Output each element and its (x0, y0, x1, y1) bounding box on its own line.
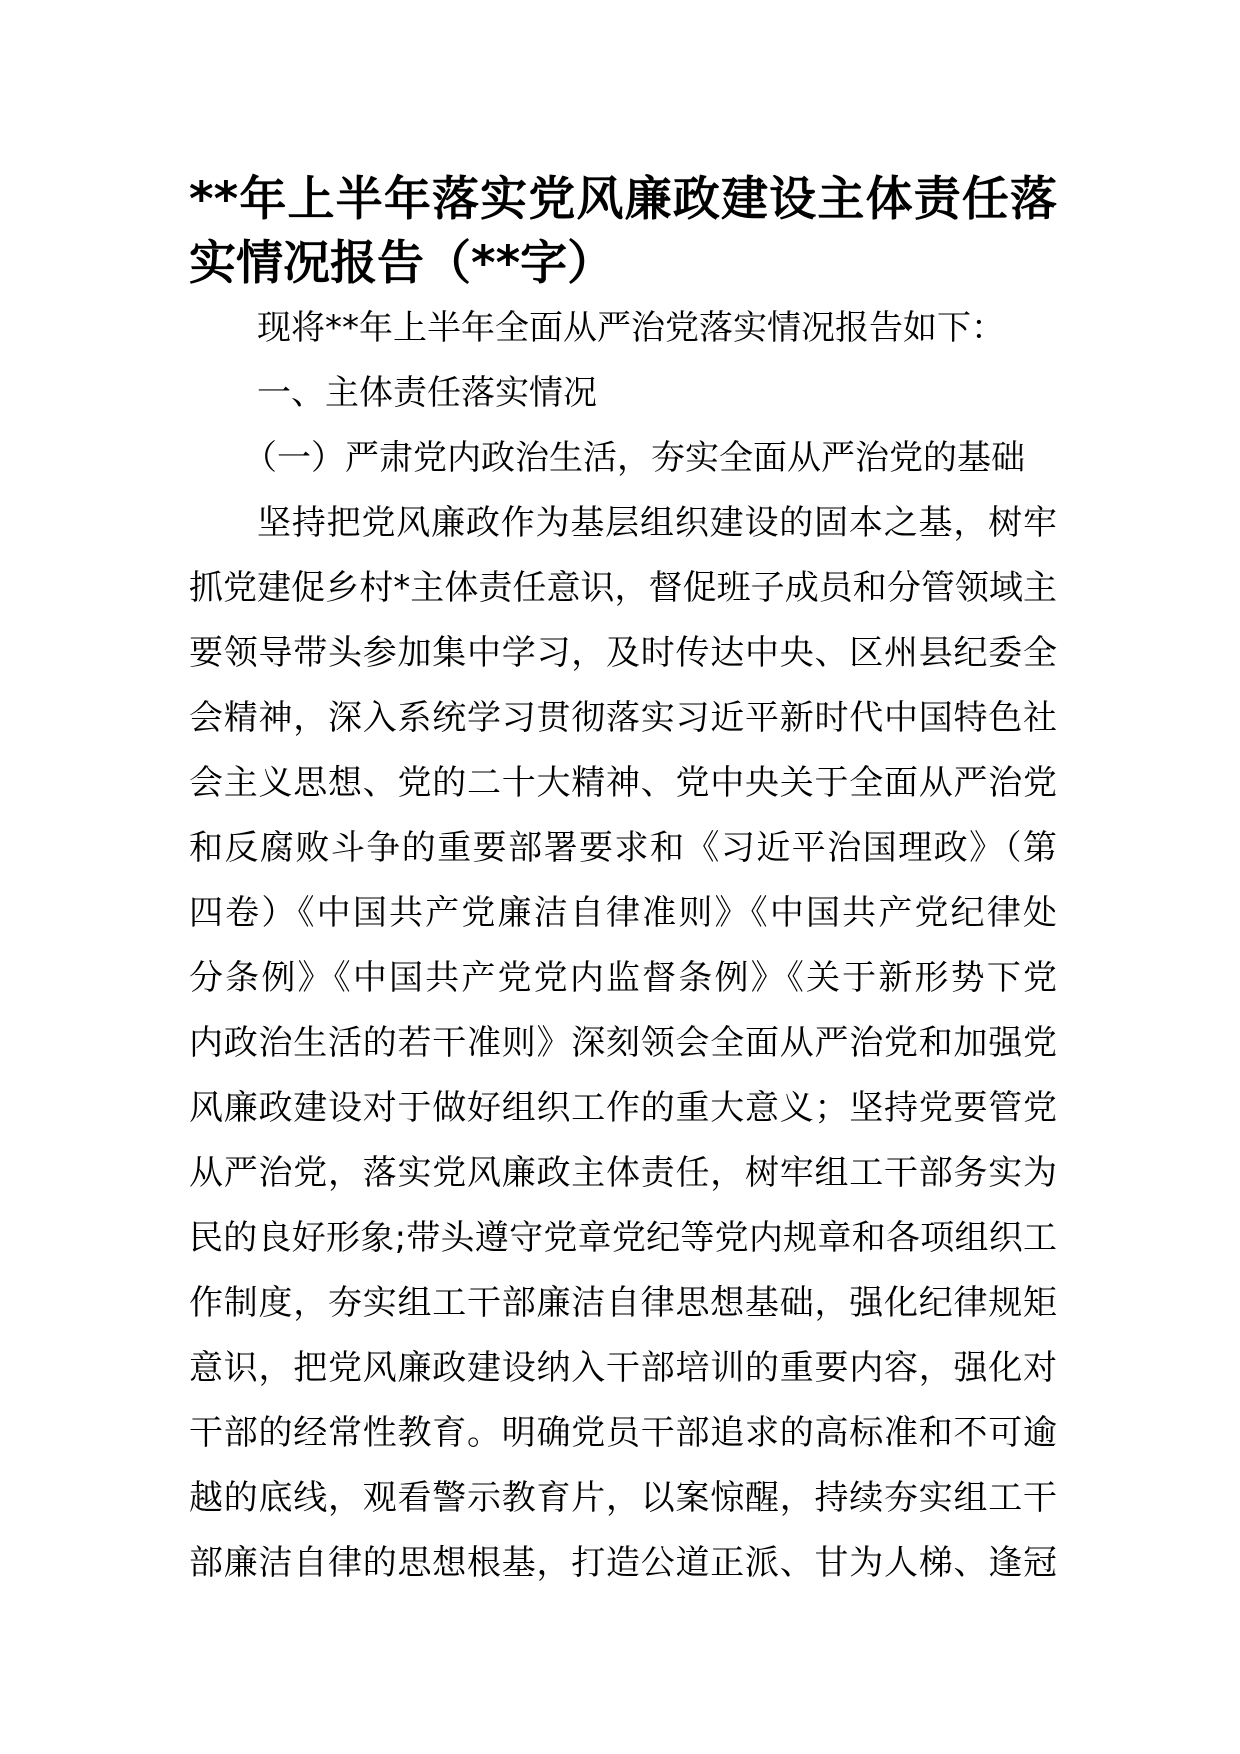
body-paragraph (189, 491, 1057, 1596)
paragraph-line: 作制度，夯实组工干部廉洁自律思想基础，强化纪律规矩 (189, 1283, 1057, 1323)
paragraph-line: 抓党建促乡村*主体责任意识，督促班子成员和分管领域主 (189, 568, 1057, 608)
paragraph-line: 越的底线，观看警示教育片，以案惊醒，持续夯实组工干 (189, 1478, 1057, 1518)
intro-paragraph: 现将**年上半年全面从严治党落实情况报告如下： (257, 308, 1005, 348)
paragraph-line: 内政治生活的若干准则》深刻领会全面从严治党和加强党 (189, 1023, 1057, 1063)
paragraph-line: 民的良好形象;带头遵守党章党纪等党内规章和各项组织工 (189, 1218, 1057, 1258)
document-title (189, 168, 1057, 296)
paragraph-line: 会精神，深入系统学习贯彻落实习近平新时代中国特色社 (189, 698, 1057, 738)
paragraph-line: 分条例》《中国共产党党内监督条例》《关于新形势下党 (189, 958, 1057, 998)
document-page (189, 168, 1057, 1596)
section-heading: 一、主体责任落实情况 (257, 373, 597, 413)
paragraph-line: 会主义思想、党的二十大精神、党中央关于全面从严治党 (189, 763, 1057, 803)
paragraph-line: 坚持把党风廉政作为基层组织建设的固本之基，树牢 (257, 503, 1057, 543)
subsection-heading: （一）严肃党内政治生活，夯实全面从严治党的基础 (243, 438, 1025, 478)
paragraph-line: 风廉政建设对于做好组织工作的重大意义；坚持党要管党 (189, 1088, 1057, 1128)
paragraph-line: 干部的经常性教育。明确党员干部追求的高标准和不可逾 (189, 1413, 1057, 1453)
paragraph-line: 部廉洁自律的思想根基，打造公道正派、甘为人梯、逢冠 (189, 1543, 1057, 1583)
title-line-1: **年上半年落实党风廉政建设主体责任落 (189, 172, 1057, 227)
paragraph-line: 四卷）《中国共产党廉洁自律准则》《中国共产党纪律处 (189, 893, 1057, 933)
paragraph-line: 从严治党，落实党风廉政主体责任，树牢组工干部务实为 (189, 1153, 1057, 1193)
paragraph-line: 和反腐败斗争的重要部署要求和《习近平治国理政》（第 (189, 828, 1057, 868)
paragraph-line: 要领导带头参加集中学习，及时传达中央、区州县纪委全 (189, 633, 1057, 673)
title-line-2: 实情况报告（**字） (189, 236, 615, 291)
paragraph-line: 意识，把党风廉政建设纳入干部培训的重要内容，强化对 (189, 1348, 1057, 1388)
